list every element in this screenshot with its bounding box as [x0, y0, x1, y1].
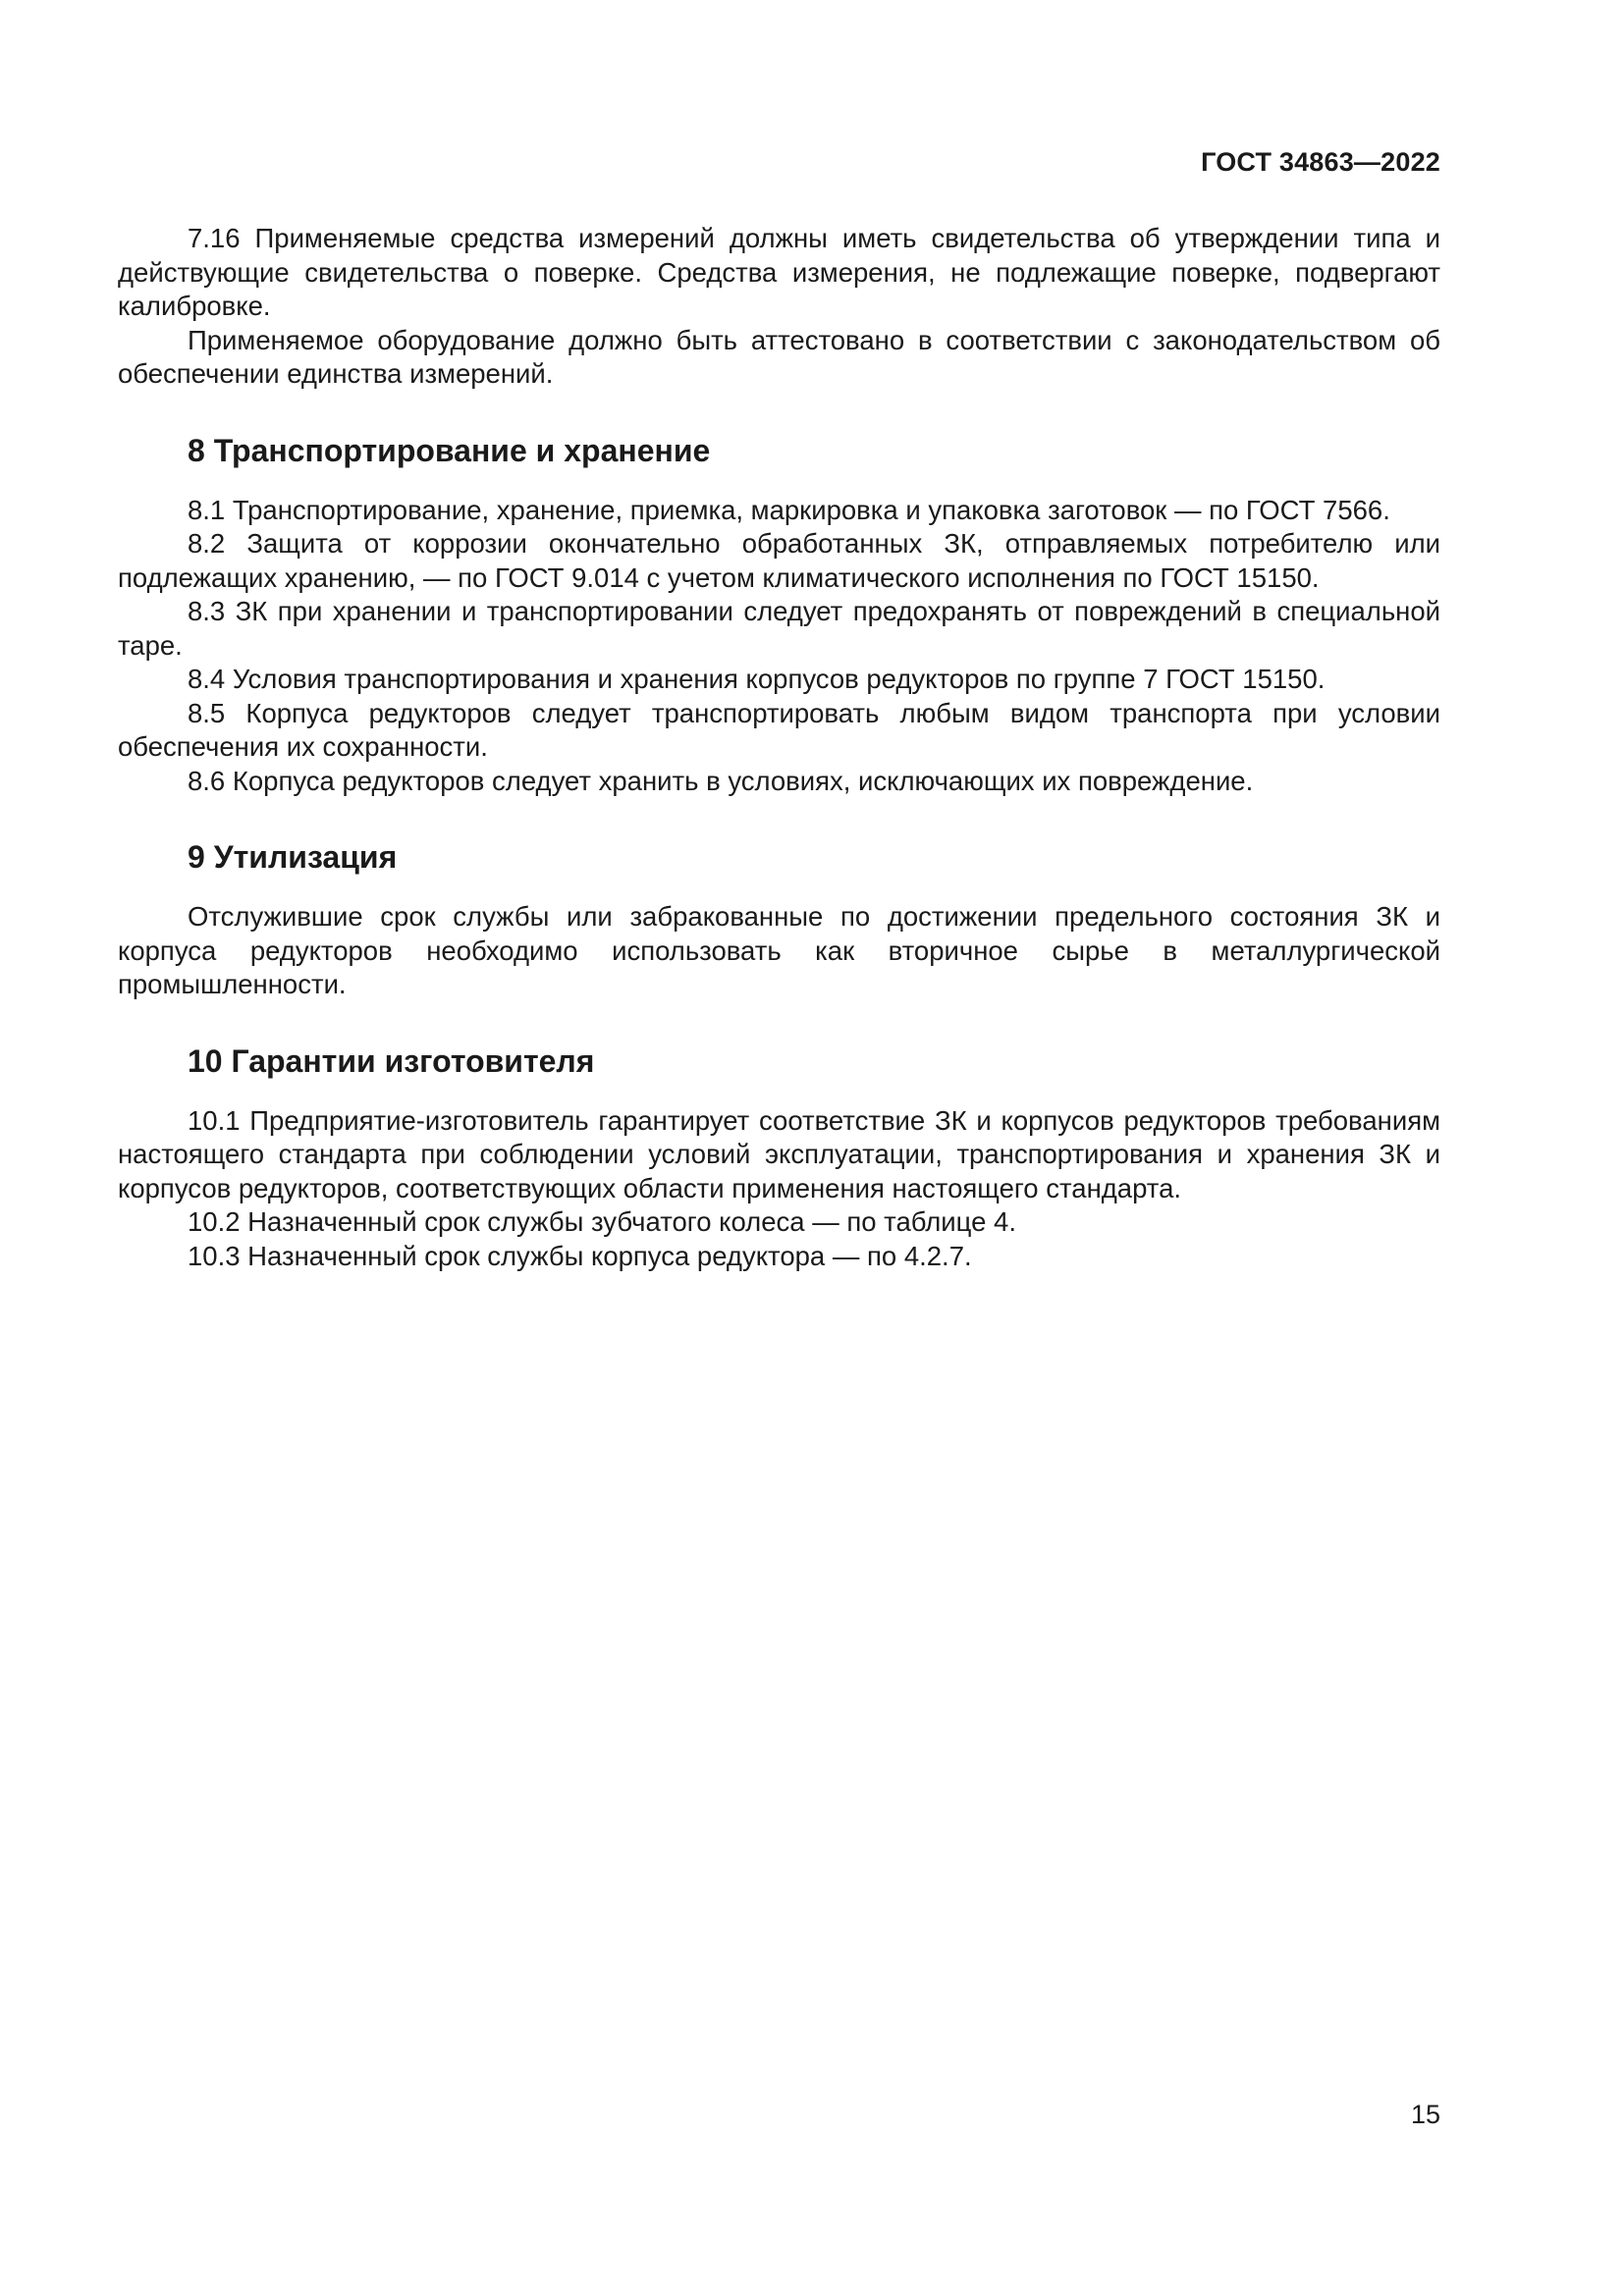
paragraph-10-2: 10.2 Назначенный срок службы зубчатого колеса — по таблице 4. [188, 1206, 1016, 1237]
paragraph-7-16: 7.16 Применяемые средства измерений должны иметь свидетельства об утверждении типа и действующие свидетельства о поверке. Средства измерения, не подлежащие поверке, подвергают калибровке. [118, 223, 1440, 321]
paragraph-8-5: 8.5 Корпуса редукторов следует транспортировать любым видом транспорта при условии обеспечения их сохранности. [118, 697, 1440, 762]
paragraph-8-1: 8.1 Транспортирование, хранение, приемка, маркировка и упаковка заготовок — по ГОСТ 7566. [188, 494, 1390, 525]
paragraph-8-3: 8.3 ЗК при хранении и транспортировании следует предохранять от повреждений в специальной таре. [118, 596, 1440, 661]
page-number: 15 [1410, 2100, 1440, 2129]
document-id: ГОСТ 34863—2022 [1201, 147, 1440, 177]
paragraph-8-6: 8.6 Корпуса редукторов следует хранить в условиях, исключающих их повреждение. [188, 765, 1254, 796]
paragraph-9: Отслужившие срок службы или забракованные по достижении предельного состояния ЗК и корпуса редукторов необходимо использовать как вторичное сырье в металлургической промышленности. [118, 901, 1440, 999]
paragraph-10-3: 10.3 Назначенный срок службы корпуса редуктора — по 4.2.7. [188, 1240, 972, 1271]
paragraph-7-16-equipment: Применяемое оборудование должно быть аттестовано в соответствии с законодательством об обеспечении единства измерений. [118, 324, 1440, 389]
paragraph-10-1: 10.1 Предприятие-изготовитель гарантирует соответствие ЗК и корпусов редукторов требованиям настоящего стандарта при соблюдении условий эксплуатации, транспортирования и хранения ЗК и корпусов редукторов, соответствующих области применения настоящего стандарта. [118, 1104, 1440, 1203]
page-body [118, 222, 1440, 1273]
section-8-heading: 8 Транспортирование и хранение [188, 432, 711, 468]
section-9-heading: 9 Утилизация [188, 839, 398, 875]
paragraph-8-2: 8.2 Защита от коррозии окончательно обработанных ЗК, отправляемых потребителю или подлежащих хранению, — по ГОСТ 9.014 с учетом климатического исполнения по ГОСТ 15150. [118, 528, 1440, 593]
section-10-heading: 10 Гарантии изготовителя [188, 1042, 595, 1079]
paragraph-8-4: 8.4 Условия транспортирования и хранения корпусов редукторов по группе 7 ГОСТ 15150. [188, 664, 1326, 694]
